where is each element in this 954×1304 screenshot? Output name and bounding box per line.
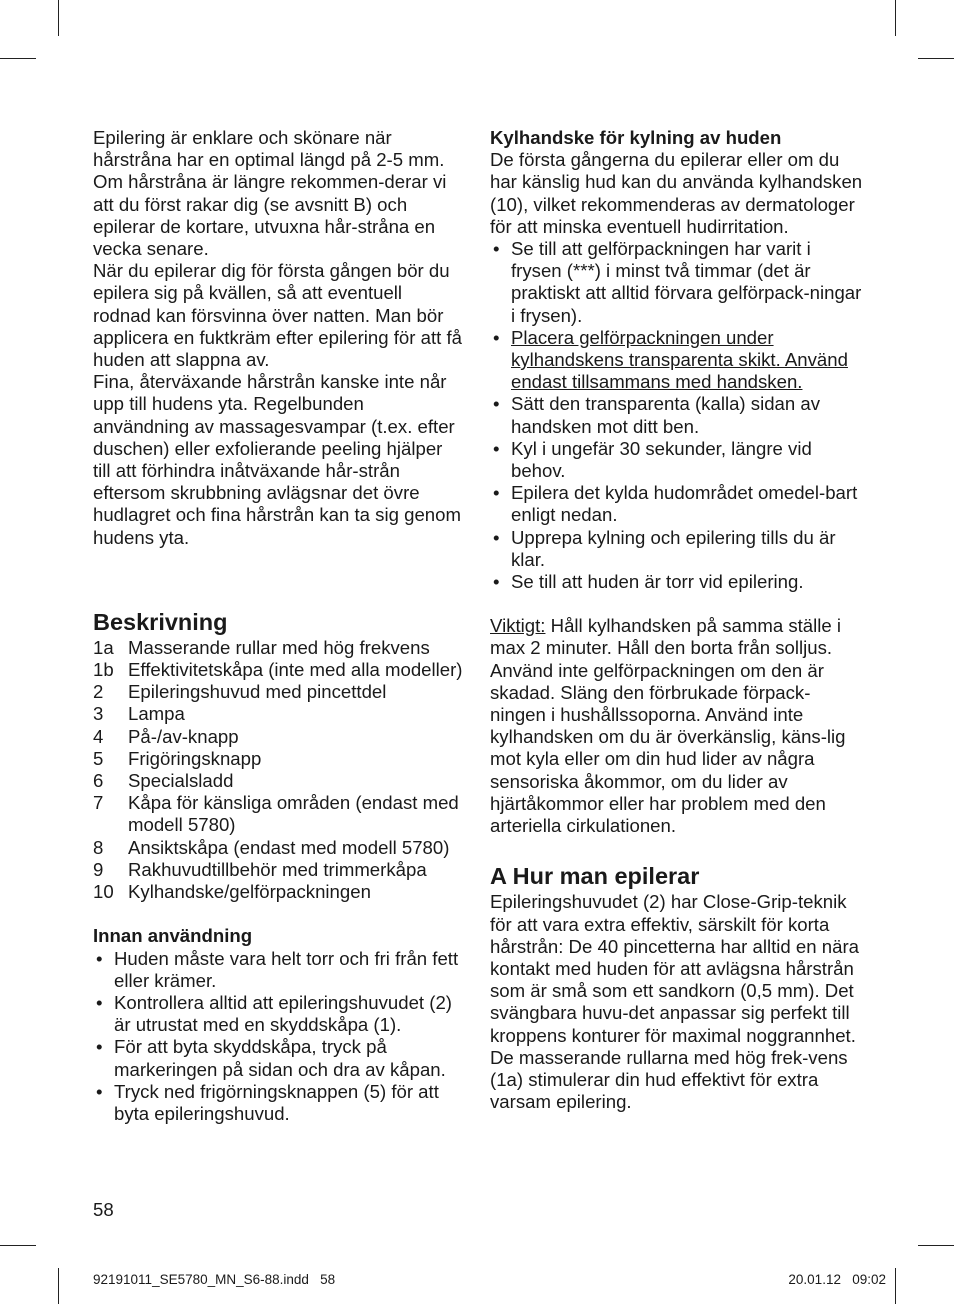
description-item (93, 726, 463, 748)
intro-paragraph: Fina, återväxande hårstrån kanske inte når upp till hudens yta. Regelbunden användning av massagesvampar (t.ex. efter duschen) eller exfolierande peeling hjälper till att förhindra inåtväxande hår-strån eftersom skrubbning avlägsnar det övre hudlagret och fina hårstrån kan ta sig genom hudens yta. (93, 371, 461, 548)
crop-mark (895, 1268, 896, 1304)
item-number: 1a (93, 636, 114, 658)
item-text: Sätt den transparenta (kalla) sidan av handsken mot ditt ben. (511, 393, 821, 437)
item-text: Ansiktskåpa (endast med modell 5780) (128, 836, 450, 858)
description-item (93, 837, 463, 859)
item-text: Epileringshuvud med pincettdel (128, 681, 387, 703)
section-a-paragraph: De masserande rullarna med hög frek-vens (1a) stimulerar din hud effektivt för extra varsam epilering. (490, 1046, 848, 1113)
item-number: 9 (93, 858, 104, 880)
list-item: • Placera gelförpackningen under kylhandskens transparenta skikt. Använd endast tillsammans med handsken. (493, 326, 848, 393)
list-item: • Kyl i ungefär 30 sekunder, längre vid behov. (493, 437, 812, 482)
item-text: Upprepa kylning och epilering tills du är klar. (511, 526, 836, 570)
item-text: Kylhandske/gelförpackningen (128, 881, 371, 903)
description-item (93, 859, 463, 881)
item-text: Effektivitetskåpa (inte med alla modeller) (128, 659, 463, 681)
item-text: Epilera det kylda hudområdet omedel-bart enligt nedan. (511, 482, 858, 526)
description-item (93, 792, 463, 836)
list-item: • Se till att huden är torr vid epilering. (493, 571, 804, 593)
crop-mark (918, 58, 954, 59)
item-number: 4 (93, 725, 104, 747)
list-item: • Upprepa kylning och epilering tills du är klar. (493, 526, 836, 570)
item-number: 3 (93, 703, 104, 725)
item-text: Se till att gelförpackningen har varit i frysen (***) i minst två timmar (det är praktiskt att alltid förvara gelförpack-ningar i frysen). (511, 238, 862, 326)
glove-heading: Kylhandske för kylning av huden (490, 127, 782, 148)
item-text: Se till att huden är torr vid epilering. (511, 571, 804, 593)
left-column (93, 127, 463, 1125)
description-list (93, 637, 463, 903)
before-use-list (93, 948, 463, 1126)
description-item (93, 703, 463, 725)
description-item (93, 881, 463, 903)
description-item (93, 637, 463, 659)
section-a-paragraph: Epileringshuvudet (2) har Close-Grip-teknik för att vara extra effektiv, särskilt för korta hårstrån: De 40 pincetterna har alltid en nära kontakt med huden för att avlägsna hårstrån som är små som ett sandkorn (0,5 mm). Det svängbara huvu-det anpassar sig perfekt till kroppens konturer för maximal noggrannhet. (490, 891, 859, 1046)
item-text: För att byta skyddskåpa, tryck på markeringen på sidan och dra av kåpan. (114, 1036, 446, 1080)
item-number: 5 (93, 747, 104, 769)
glove-intro: De första gångerna du epilerar eller om du har känslig hud kan du använda kylhandsken (10), vilket rekommenderas av dermatologer för att minska eventuell hudirritation. (490, 149, 863, 237)
right-column (490, 127, 865, 1113)
item-text: Specialsladd (128, 770, 234, 792)
list-item: • Se till att gelförpackningen har varit i frysen (***) i minst två timmar (det är praktiskt att alltid förvara gelförpack-ningar i frysen). (493, 238, 862, 326)
item-text: Kåpa för känsliga områden (endast med modell 5780) (128, 792, 459, 836)
item-number: 2 (93, 681, 104, 703)
crop-mark (918, 1245, 954, 1246)
before-use-heading: Innan användning (93, 925, 253, 947)
list-item: • För att byta skyddskåpa, tryck på markeringen på sidan och dra av kåpan. (96, 1036, 446, 1080)
description-item (93, 659, 463, 681)
description-item (93, 748, 463, 770)
item-text: Huden måste vara helt torr och fri från fett eller krämer. (114, 947, 459, 991)
crop-mark (0, 58, 36, 59)
important-paragraph (490, 615, 865, 837)
glove-list (490, 238, 865, 593)
description-item (93, 681, 463, 703)
important-label: Viktigt: (490, 615, 546, 637)
crop-mark (58, 1268, 59, 1304)
item-number: 10 (93, 881, 114, 903)
item-number: 1b (93, 659, 114, 681)
list-item: • Epilera det kylda hudområdet omedel-bart enligt nedan. (493, 482, 858, 526)
section-a-heading: A Hur man epilerar (490, 863, 700, 890)
item-text: Kontrollera alltid att epileringshuvudet (2) är utrustat med en skyddskåpa (1). (114, 991, 452, 1036)
list-item: • Tryck ned frigörningsknappen (5) för att byta epileringshuvud. (96, 1080, 439, 1124)
page-number: 58 (93, 1199, 114, 1220)
item-text: Tryck ned frigörningsknappen (5) för att byta epileringshuvud. (114, 1080, 439, 1124)
item-text: Kyl i ungefär 30 sekunder, längre vid behov. (511, 437, 812, 482)
item-text: Frigöringsknapp (128, 747, 262, 769)
crop-mark (895, 0, 896, 36)
item-text-underlined: Placera gelförpackningen under kylhandskens transparenta skikt. Använd endast tillsammans med handsken. (511, 326, 848, 393)
crop-mark (58, 0, 59, 36)
item-number: 6 (93, 770, 104, 792)
item-text: Masserande rullar med hög frekvens (128, 636, 430, 658)
list-item: • Huden måste vara helt torr och fri från fett eller krämer. (96, 947, 459, 991)
item-number: 7 (93, 792, 104, 814)
intro-paragraph: Epilering är enklare och skönare när hårstråna har en optimal längd på 2-5 mm. Om hårstråna är längre rekommen-derar vi att du först rakar dig (se avsnitt B) och epilerar de kortare, utvuxna hår-stråna en vecka senare. (93, 127, 447, 260)
list-item: • Kontrollera alltid att epileringshuvudet (2) är utrustat med en skyddskåpa (1). (96, 991, 452, 1036)
list-item: • Sätt den transparenta (kalla) sidan av handsken mot ditt ben. (493, 393, 821, 437)
crop-mark (0, 1245, 36, 1246)
description-heading: Beskrivning (93, 608, 228, 635)
item-text: På-/av-knapp (128, 725, 239, 747)
footer-date: 20.01.12 09:02 (788, 1272, 886, 1287)
important-text: Håll kylhandsken på samma ställe i max 2 minuter. Håll den borta från solljus. Använd inte gelförpackningen om den är skadad. Släng den förbrukade förpack-ningen i hushållssoporna. Använd inte kylhandsken om du är överkänslig, käns-lig mot kyla eller om din hud lider av några sensoriska åkommor, om du lider av hjärtåkommor eller har problem med den arteriella cirkulationen. (490, 615, 846, 837)
description-item (93, 770, 463, 792)
item-number: 8 (93, 836, 104, 858)
footer-file-info: 92191011_SE5780_MN_S6-88.indd 58 (93, 1272, 336, 1287)
item-text: Rakhuvudtillbehör med trimmerkåpa (128, 858, 427, 880)
item-text: Lampa (128, 703, 185, 725)
intro-paragraph: När du epilerar dig för första gången bör du epilera sig på kvällen, så att eventuell rodnad kan försvinna över natten. Man bör applicera en fuktkräm efter epilering för att få huden att slappna av. (93, 260, 462, 371)
